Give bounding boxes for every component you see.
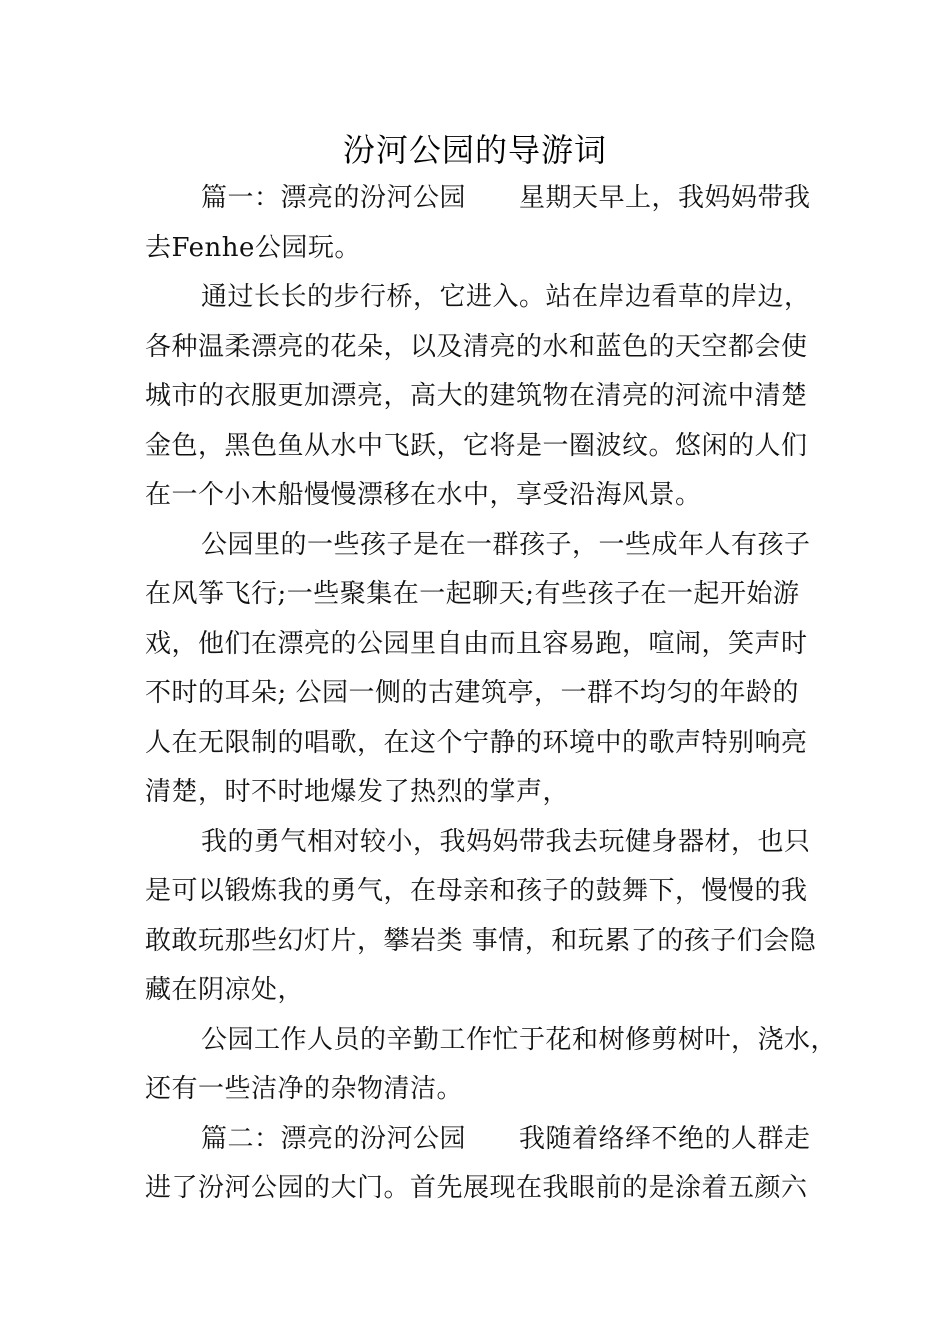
text-line: 清楚，时不时地爆发了热烈的掌声，: [145, 777, 570, 807]
text-line: 不时的耳朵; 公园一侧的古建筑亭，一群不均匀的年龄的: [145, 678, 800, 708]
text-line: 各种温柔漂亮的花朵，以及清亮的水和蓝色的天空都会使: [145, 331, 808, 362]
text-line: 去Fenhe公园玩。: [145, 232, 361, 263]
text-line: 在风筝飞行;一些聚集在一起聊天;有些孩子在一起开始游: [145, 579, 800, 609]
text-line: 城市的衣服更加漂亮，高大的建筑物在清亮的河流中清楚: [145, 381, 808, 411]
text-line: 篇二：漂亮的汾河公园 我随着络绎不绝的人群走: [201, 1123, 811, 1154]
text-line: 还有一些洁净的杂物清洁。: [145, 1074, 464, 1104]
text-line: 篇一：漂亮的汾河公园 星期天早上，我妈妈带我: [201, 183, 811, 213]
text-line: 金色，黑色鱼从水中飞跃，它将是一圈波纹。悠闲的人们: [145, 430, 808, 461]
text-line: 人在无限制的唱歌，在这个宁静的环境中的歌声特别响亮: [145, 727, 808, 758]
document-title: 汾河公园的导游词: [342, 131, 607, 169]
text-line: 公园里的一些孩子是在一群孩子，一些成年人有孩子: [201, 529, 811, 560]
text-line: 我的勇气相对较小，我妈妈带我去玩健身器材，也只: [201, 826, 811, 857]
text-line: 敢敢玩那些幻灯片，攀岩类 事情，和玩累了的孩子们会隐: [145, 925, 817, 956]
text-line: 是可以锻炼我的勇气，在母亲和孩子的鼓舞下，慢慢的我: [145, 876, 808, 906]
text-line: 在一个小木船慢慢漂移在水中，享受沿海风景。: [145, 480, 702, 510]
document-body: [145, 174, 838, 1214]
text-line: 藏在阴凉处，: [145, 975, 305, 1005]
text-line: 进了汾河公园的大门。首先展现在我眼前的是涂着五颜六: [145, 1173, 808, 1203]
text-line: 通过长长的步行桥，它进入。站在岸边看草的岸边，: [201, 282, 811, 312]
text-line: 公园工作人员的辛勤工作忙于花和树修剪树叶，浇水，: [201, 1024, 838, 1055]
text-line: 戏，他们在漂亮的公园里自由而且容易跑，喧闹，笑声时: [145, 628, 808, 659]
